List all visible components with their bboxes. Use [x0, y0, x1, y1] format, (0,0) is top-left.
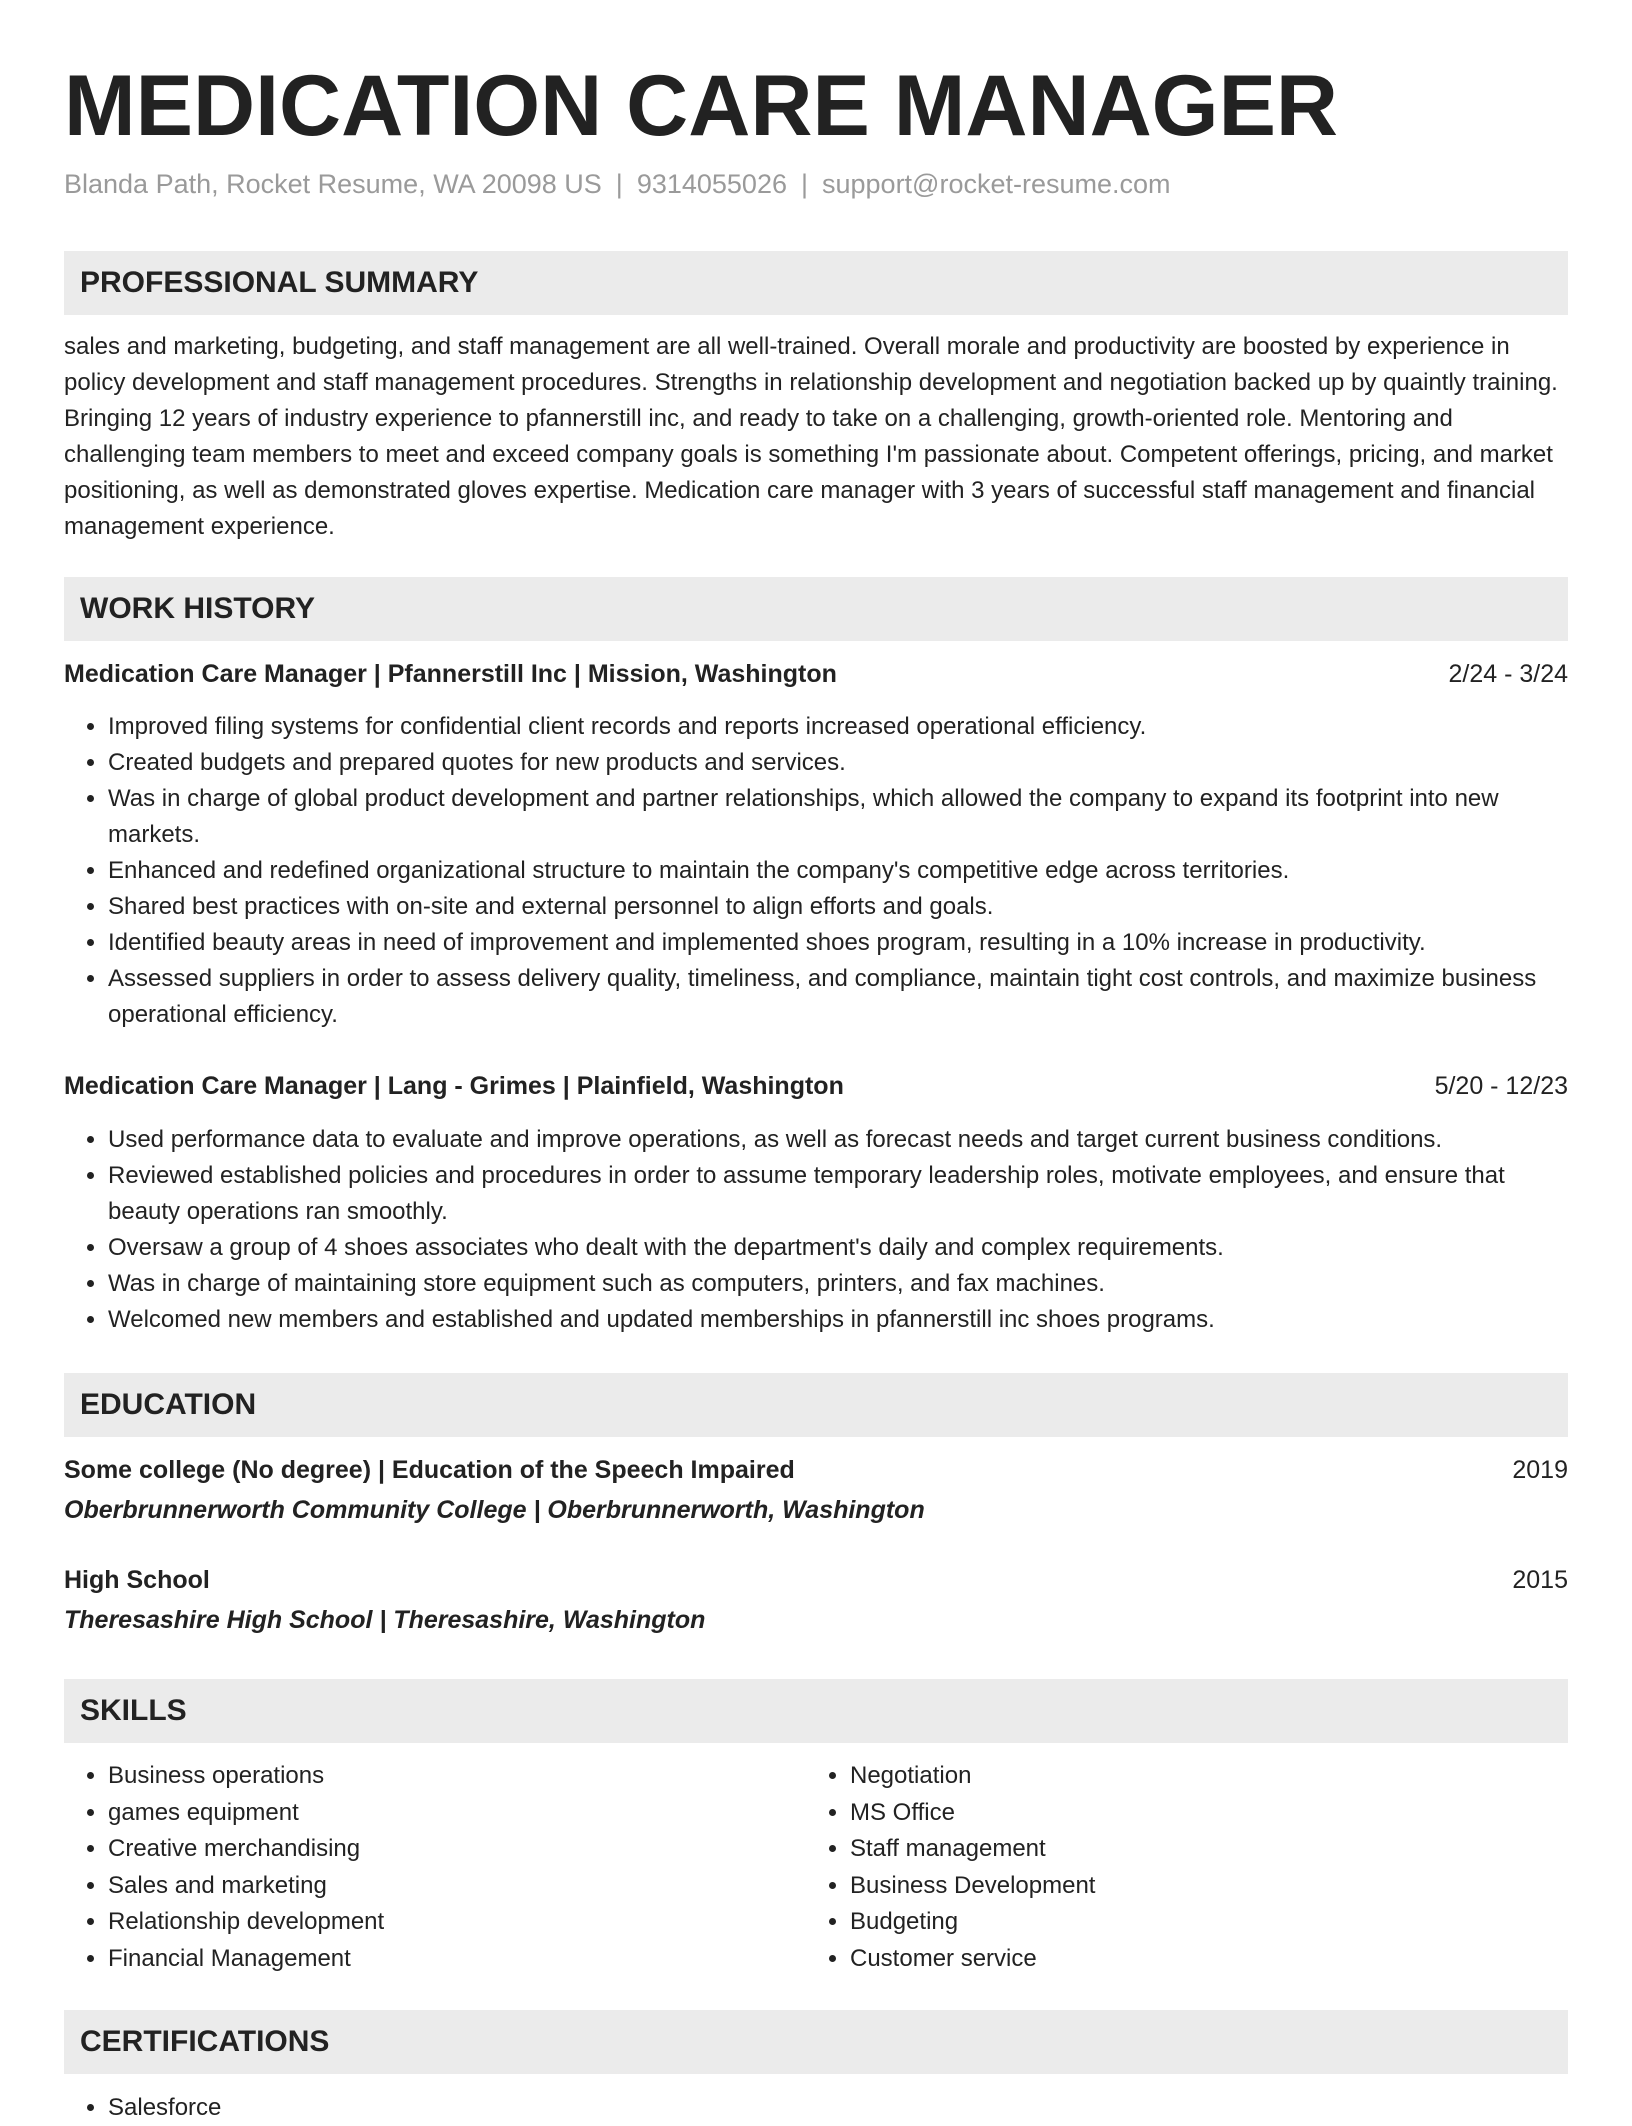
skills-list-left: [64, 1758, 806, 1977]
list-item: • Sales and marketing: [108, 1868, 806, 1905]
list-item: • Created budgets and prepared quotes for new products and services.: [108, 745, 1568, 781]
list-item: • Was in charge of global product development and partner relationships, which allowed the company to expand its footprint into new markets.: [108, 781, 1568, 853]
list-item: • Negotiation: [850, 1758, 1568, 1795]
education-degree: High School: [64, 1566, 210, 1594]
list-item: • Business operations: [108, 1758, 806, 1795]
job-bullets: [64, 709, 1568, 1033]
section-title-work: WORK HISTORY: [80, 592, 316, 625]
list-item: • Welcomed new members and established and updated memberships in pfannerstill inc shoes programs.: [108, 1302, 1568, 1338]
contact-separator: |: [800, 169, 808, 199]
list-item: • Customer service: [850, 1941, 1568, 1978]
job-bullets: [64, 1122, 1568, 1338]
list-item: • Assessed suppliers in order to assess delivery quality, timeliness, and compliance, maintain tight cost controls, and maximize business operational efficiency.: [108, 961, 1568, 1033]
section-title-education: EDUCATION: [80, 1388, 257, 1421]
list-item: • Was in charge of maintaining store equipment such as computers, printers, and fax machines.: [108, 1266, 1568, 1302]
education-school: Oberbrunnerworth Community College | Oberbrunnerworth, Washington: [64, 1496, 925, 1524]
list-item: • Improved filing systems for confidential client records and reports increased operational efficiency.: [108, 709, 1568, 745]
list-item: • Reviewed established policies and procedures in order to assume temporary leadership roles, motivate employees, and ensure that beauty operations ran smoothly.: [108, 1158, 1568, 1230]
education-school: Theresashire High School | Theresashire, Washington: [64, 1606, 706, 1634]
section-title-certifications: CERTIFICATIONS: [80, 2025, 330, 2058]
list-item: • Enhanced and redefined organizational structure to maintain the company's competitive edge across territories.: [108, 853, 1568, 889]
job-title: Medication Care Manager | Lang - Grimes | Plainfield, Washington: [64, 1072, 844, 1100]
contact-line: [64, 164, 1171, 204]
list-item: • Used performance data to evaluate and improve operations, as well as forecast needs and target current business conditions.: [108, 1122, 1568, 1158]
section-header-certifications: [64, 2010, 1568, 2074]
education-header: [64, 1562, 1568, 1598]
education-year: 2019: [1512, 1456, 1568, 1484]
list-item: • Shared best practices with on-site and external personnel to align efforts and goals.: [108, 889, 1568, 925]
job-dates: 5/20 - 12/23: [1434, 1072, 1568, 1100]
certifications-list: [64, 2090, 1568, 2126]
list-item: • Financial Management: [108, 1941, 806, 1978]
list-item: • Relationship development: [108, 1904, 806, 1941]
list-item: • Staff management: [850, 1831, 1568, 1868]
section-header-education: [64, 1373, 1568, 1437]
contact-address: Blanda Path, Rocket Resume, WA 20098 US: [64, 169, 602, 199]
resume-name-heading: MEDICATION CARE MANAGER: [64, 58, 1339, 154]
job-header: [64, 1068, 1568, 1104]
list-item: • Business Development: [850, 1868, 1568, 1905]
section-title-skills: SKILLS: [80, 1694, 187, 1727]
job-header: [64, 656, 1568, 692]
list-item: • Salesforce: [108, 2090, 1568, 2126]
summary-paragraph: sales and marketing, budgeting, and staff management are all well-trained. Overall morale and productivity are boosted by experience in policy development and staff management procedures. Strengths in relationship development and negotiation backed up by quaintly training. Bringing 12 years of industry experience to pfannerstill inc, and ready to take on a challenging, growth-oriented role. Mentoring and challenging team members to meet and exceed company goals is something I'm passionate about. Competent offerings, pricing, and market positioning, as well as demonstrated gloves expertise. Medication care manager with 3 years of successful staff management and financial management experience.: [64, 333, 1558, 540]
list-item: • Creative merchandising: [108, 1831, 806, 1868]
list-item: • games equipment: [108, 1795, 806, 1832]
job-dates: 2/24 - 3/24: [1448, 660, 1568, 688]
section-header-work: [64, 577, 1568, 641]
education-degree: Some college (No degree) | Education of the Speech Impaired: [64, 1456, 795, 1484]
list-item: • Budgeting: [850, 1904, 1568, 1941]
section-title-summary: PROFESSIONAL SUMMARY: [80, 266, 479, 299]
list-item: • Oversaw a group of 4 shoes associates who dealt with the department's daily and complex requirements.: [108, 1230, 1568, 1266]
list-item: • MS Office: [850, 1795, 1568, 1832]
section-header-skills: [64, 1679, 1568, 1743]
education-year: 2015: [1512, 1566, 1568, 1594]
section-header-summary: [64, 251, 1568, 315]
contact-separator: |: [615, 169, 623, 199]
contact-email: support@rocket-resume.com: [822, 169, 1171, 199]
education-header: [64, 1452, 1568, 1488]
skills-list-right: [806, 1758, 1568, 1977]
contact-phone: 9314055026: [636, 169, 787, 199]
job-title: Medication Care Manager | Pfannerstill Inc | Mission, Washington: [64, 660, 837, 688]
list-item: • Identified beauty areas in need of improvement and implemented shoes program, resulting in a 10% increase in productivity.: [108, 925, 1568, 961]
